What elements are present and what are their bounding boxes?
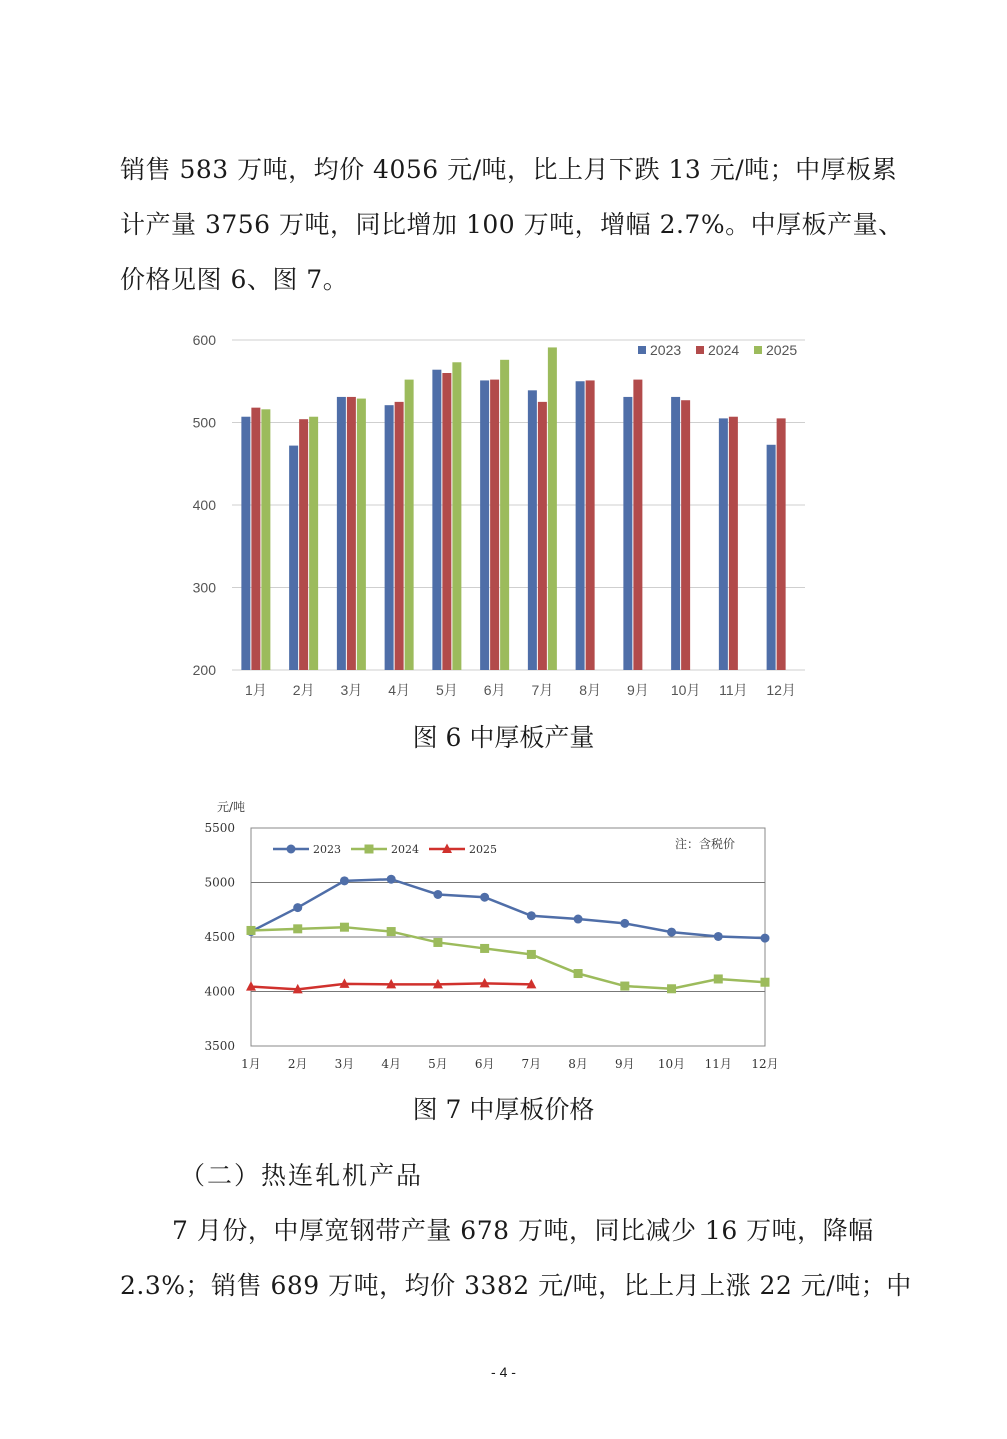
bar-2024-10月: [681, 400, 690, 670]
bar-2024-8月: [586, 380, 595, 670]
point-2023-4月: [387, 875, 396, 884]
bar-2025-1月: [261, 409, 270, 670]
legend-swatch-2023: [638, 346, 646, 354]
point-2023-3月: [340, 876, 349, 885]
figure7-line-chart: [195, 795, 795, 1080]
point-2023-9月: [620, 919, 629, 928]
point-2024-10月: [667, 984, 676, 993]
bar-2023-11月: [719, 418, 728, 670]
bar-2023-7月: [528, 390, 537, 670]
x-tick-label-10: 11月: [704, 1057, 732, 1071]
point-2024-8月: [574, 969, 583, 978]
bar-2023-5月: [432, 370, 441, 670]
bar-2023-10月: [671, 397, 680, 670]
x-tick-label-6: 7月: [531, 682, 554, 698]
legend-marker-2024: [365, 845, 374, 854]
bar-2024-7月: [538, 402, 547, 670]
page-number: - 4 -: [491, 1364, 516, 1380]
y-tick-label-2: 400: [192, 497, 216, 513]
bar-2023-3月: [337, 397, 346, 670]
y-tick-label-1: 4000: [204, 984, 235, 999]
x-tick-label-8: 9月: [626, 682, 649, 698]
point-2024-2月: [293, 924, 302, 933]
point-2023-7月: [527, 911, 536, 920]
legend-label-2025: 2025: [766, 342, 798, 358]
point-2023-11月: [714, 932, 723, 941]
y-axis-title: 元/吨: [217, 800, 246, 814]
bar-2024-6月: [490, 380, 499, 670]
x-tick-label-2: 3月: [334, 1057, 355, 1071]
bar-2024-3月: [347, 397, 356, 670]
point-2024-4月: [387, 927, 396, 936]
legend-label-2023: 2023: [650, 342, 682, 358]
x-tick-label-7: 8月: [568, 1057, 588, 1071]
bar-2023-12月: [767, 445, 776, 670]
point-2023-2月: [293, 903, 302, 912]
point-2024-12月: [761, 978, 770, 987]
bar-2023-1月: [241, 417, 250, 670]
legend-swatch-2024: [696, 346, 704, 354]
point-2023-8月: [574, 915, 583, 924]
bar-2025-4月: [405, 380, 414, 670]
point-2024-9月: [620, 982, 629, 991]
x-tick-label-3: 4月: [381, 1057, 402, 1071]
intro-line-1: 销售 583 万吨，均价 4056 元/吨，比上月下跌 13 元/吨；中厚板累: [120, 155, 898, 184]
bar-2024-1月: [251, 408, 260, 670]
y-tick-label-3: 5000: [204, 875, 235, 890]
point-2024-3月: [340, 923, 349, 932]
point-2024-11月: [714, 974, 723, 983]
chart-annotation: 注：含税价: [675, 837, 736, 851]
bar-2025-5月: [452, 362, 461, 670]
intro-line-2: 计产量 3756 万吨，同比增加 100 万吨，增幅 2.7%。中厚板产量、: [120, 210, 904, 239]
section-heading: （二）热连轧机产品: [180, 1161, 424, 1190]
point-2024-6月: [480, 944, 489, 953]
x-tick-label-11: 12月: [751, 1057, 779, 1071]
x-tick-label-0: 1月: [241, 1057, 261, 1071]
x-tick-label-4: 5月: [435, 682, 458, 698]
y-tick-label-0: 200: [192, 662, 216, 678]
body-line-2: 2.3%；销售 689 万吨，均价 3382 元/吨，比上月上涨 22 元/吨；中: [120, 1271, 912, 1300]
point-2023-10月: [667, 928, 676, 937]
bar-2024-9月: [633, 380, 642, 670]
y-tick-label-4: 600: [192, 332, 216, 348]
bar-2025-3月: [357, 399, 366, 670]
y-tick-label-1: 300: [192, 579, 216, 596]
figure7-caption: 图 7 中厚板价格: [412, 1095, 595, 1124]
x-tick-label-3: 4月: [388, 682, 411, 698]
point-2024-5月: [433, 938, 442, 947]
y-tick-label-4: 5500: [204, 821, 235, 835]
x-tick-label-9: 10月: [657, 1057, 686, 1071]
x-tick-label-5: 6月: [483, 682, 506, 698]
x-tick-label-7: 8月: [579, 682, 602, 698]
bar-2024-2月: [299, 419, 308, 670]
x-tick-label-1: 2月: [292, 682, 315, 698]
bar-2023-2月: [289, 446, 298, 670]
x-tick-label-8: 9月: [614, 1057, 635, 1071]
series-line-2023: [251, 879, 765, 938]
bar-2023-9月: [623, 397, 632, 670]
bar-2024-5月: [442, 373, 451, 670]
bar-2023-8月: [576, 381, 585, 670]
x-tick-label-0: 1月: [244, 682, 267, 698]
body-line-1: 7 月份，中厚宽钢带产量 678 万吨，同比减少 16 万吨，降幅: [172, 1216, 874, 1245]
point-2023-6月: [480, 893, 489, 902]
x-tick-label-1: 2月: [287, 1057, 308, 1071]
figure6-bar-chart: [180, 325, 820, 710]
y-tick-label-3: 500: [192, 414, 216, 431]
x-tick-label-2: 3月: [340, 682, 363, 698]
y-tick-label-0: 3500: [204, 1039, 235, 1053]
bar-2023-6月: [480, 380, 489, 670]
legend-marker-2023: [287, 845, 296, 854]
bar-2025-7月: [548, 347, 557, 670]
point-2023-12月: [761, 934, 770, 943]
x-tick-label-9: 10月: [670, 682, 701, 698]
bar-2024-4月: [395, 402, 404, 670]
point-2024-1月: [247, 926, 256, 935]
figure6-caption: 图 6 中厚板产量: [412, 723, 595, 752]
legend-swatch-2025: [754, 346, 762, 354]
y-tick-label-2: 4500: [204, 930, 235, 944]
bar-2025-2月: [309, 417, 318, 670]
bar-2025-6月: [500, 360, 509, 670]
legend-label-2024: 2024: [708, 342, 740, 358]
series-line-2024: [251, 927, 765, 989]
intro-line-3: 价格见图 6、图 7。: [120, 265, 349, 294]
bar-2023-4月: [385, 405, 394, 670]
x-tick-label-6: 7月: [521, 1057, 542, 1071]
x-tick-label-11: 12月: [766, 682, 796, 698]
legend-label-2024: 2024: [391, 843, 419, 856]
bar-2024-12月: [777, 418, 786, 670]
x-tick-label-5: 6月: [474, 1057, 495, 1071]
x-tick-label-10: 11月: [719, 682, 748, 698]
legend-label-2023: 2023: [313, 843, 341, 856]
point-2024-7月: [527, 950, 536, 959]
x-tick-label-4: 5月: [428, 1057, 448, 1071]
legend-label-2025: 2025: [469, 843, 497, 856]
bar-2024-11月: [729, 417, 738, 670]
point-2023-5月: [433, 890, 442, 899]
